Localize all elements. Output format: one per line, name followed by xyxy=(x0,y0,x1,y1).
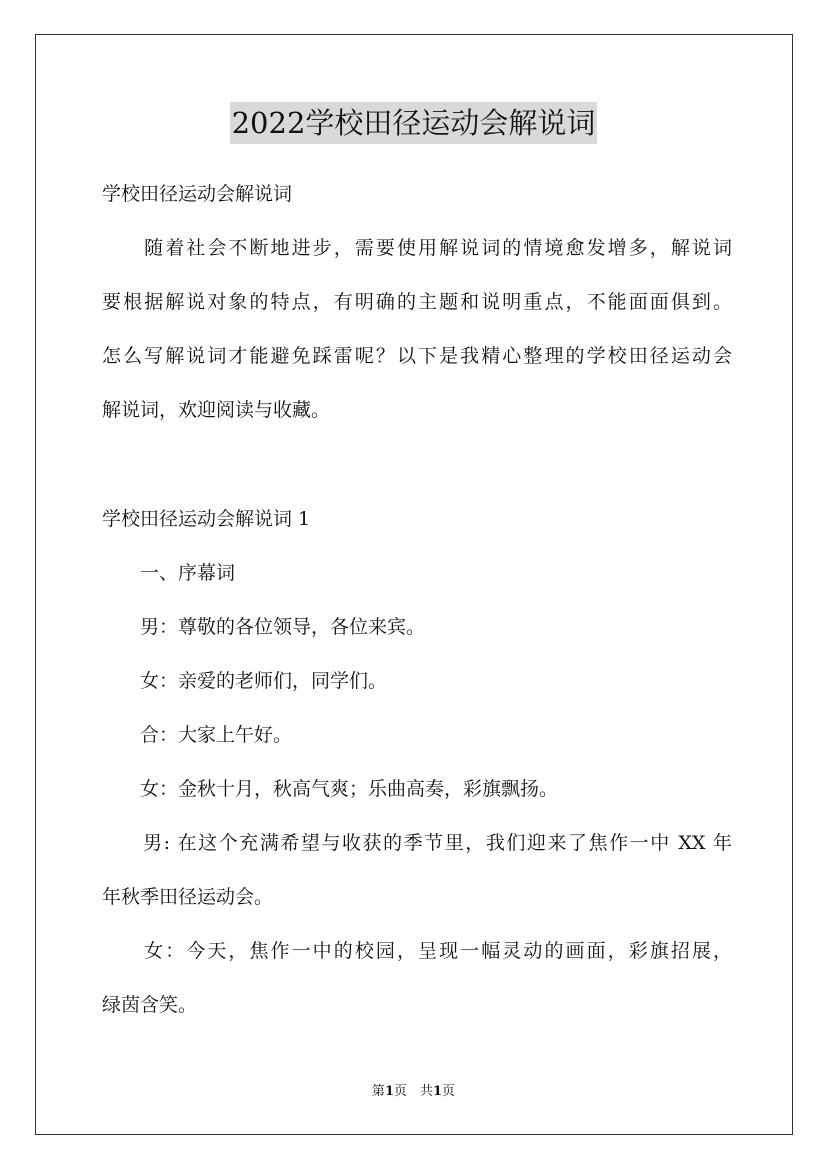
section-line-8: 女：今天，焦作一中的校园，呈现一幅灵动的画面，彩旗招展， xyxy=(102,940,732,962)
footer-total-pages: 1 xyxy=(433,1084,443,1099)
intro-line-1: 随着社会不断地进步，需要使用解说词的情境愈发增多，解说词 xyxy=(102,237,732,259)
section-line-1: 一、序幕词 xyxy=(102,562,236,584)
section-line-4: 合：大家上午好。 xyxy=(102,724,293,746)
document-title: 2022学校田径运动会解说词 xyxy=(230,102,598,144)
intro-line-2: 要根据解说对象的特点，有明确的主题和说明重点，不能面面俱到。 xyxy=(102,291,732,313)
footer-suffix: 页 xyxy=(442,1084,456,1099)
section-line-3: 女：亲爱的老师们，同学们。 xyxy=(102,670,388,692)
intro-line-3: 怎么写解说词才能避免踩雷呢？以下是我精心整理的学校田径运动会 xyxy=(102,345,732,367)
footer-mid: 页 共 xyxy=(393,1084,433,1099)
footer-page-number: 1 xyxy=(384,1084,394,1099)
section-line-9: 绿茵含笑。 xyxy=(102,994,198,1016)
page-footer xyxy=(0,1084,827,1100)
title-container xyxy=(0,102,827,144)
footer-prefix: 第 xyxy=(371,1084,385,1099)
section-line-5: 女：金秋十月，秋高气爽；乐曲高奏，彩旗飘扬。 xyxy=(102,778,559,800)
section-line-2: 男：尊敬的各位领导，各位来宾。 xyxy=(102,616,426,638)
section-title: 学校田径运动会解说词 1 xyxy=(102,508,311,530)
document-subtitle: 学校田径运动会解说词 xyxy=(102,183,293,205)
section-line-6: 男: 在这个充满希望与收获的季节里，我们迎来了焦作一中 XX 年 xyxy=(102,832,732,854)
intro-line-4: 解说词，欢迎阅读与收藏。 xyxy=(102,399,331,421)
section-line-7: 年秋季田径运动会。 xyxy=(102,886,274,908)
